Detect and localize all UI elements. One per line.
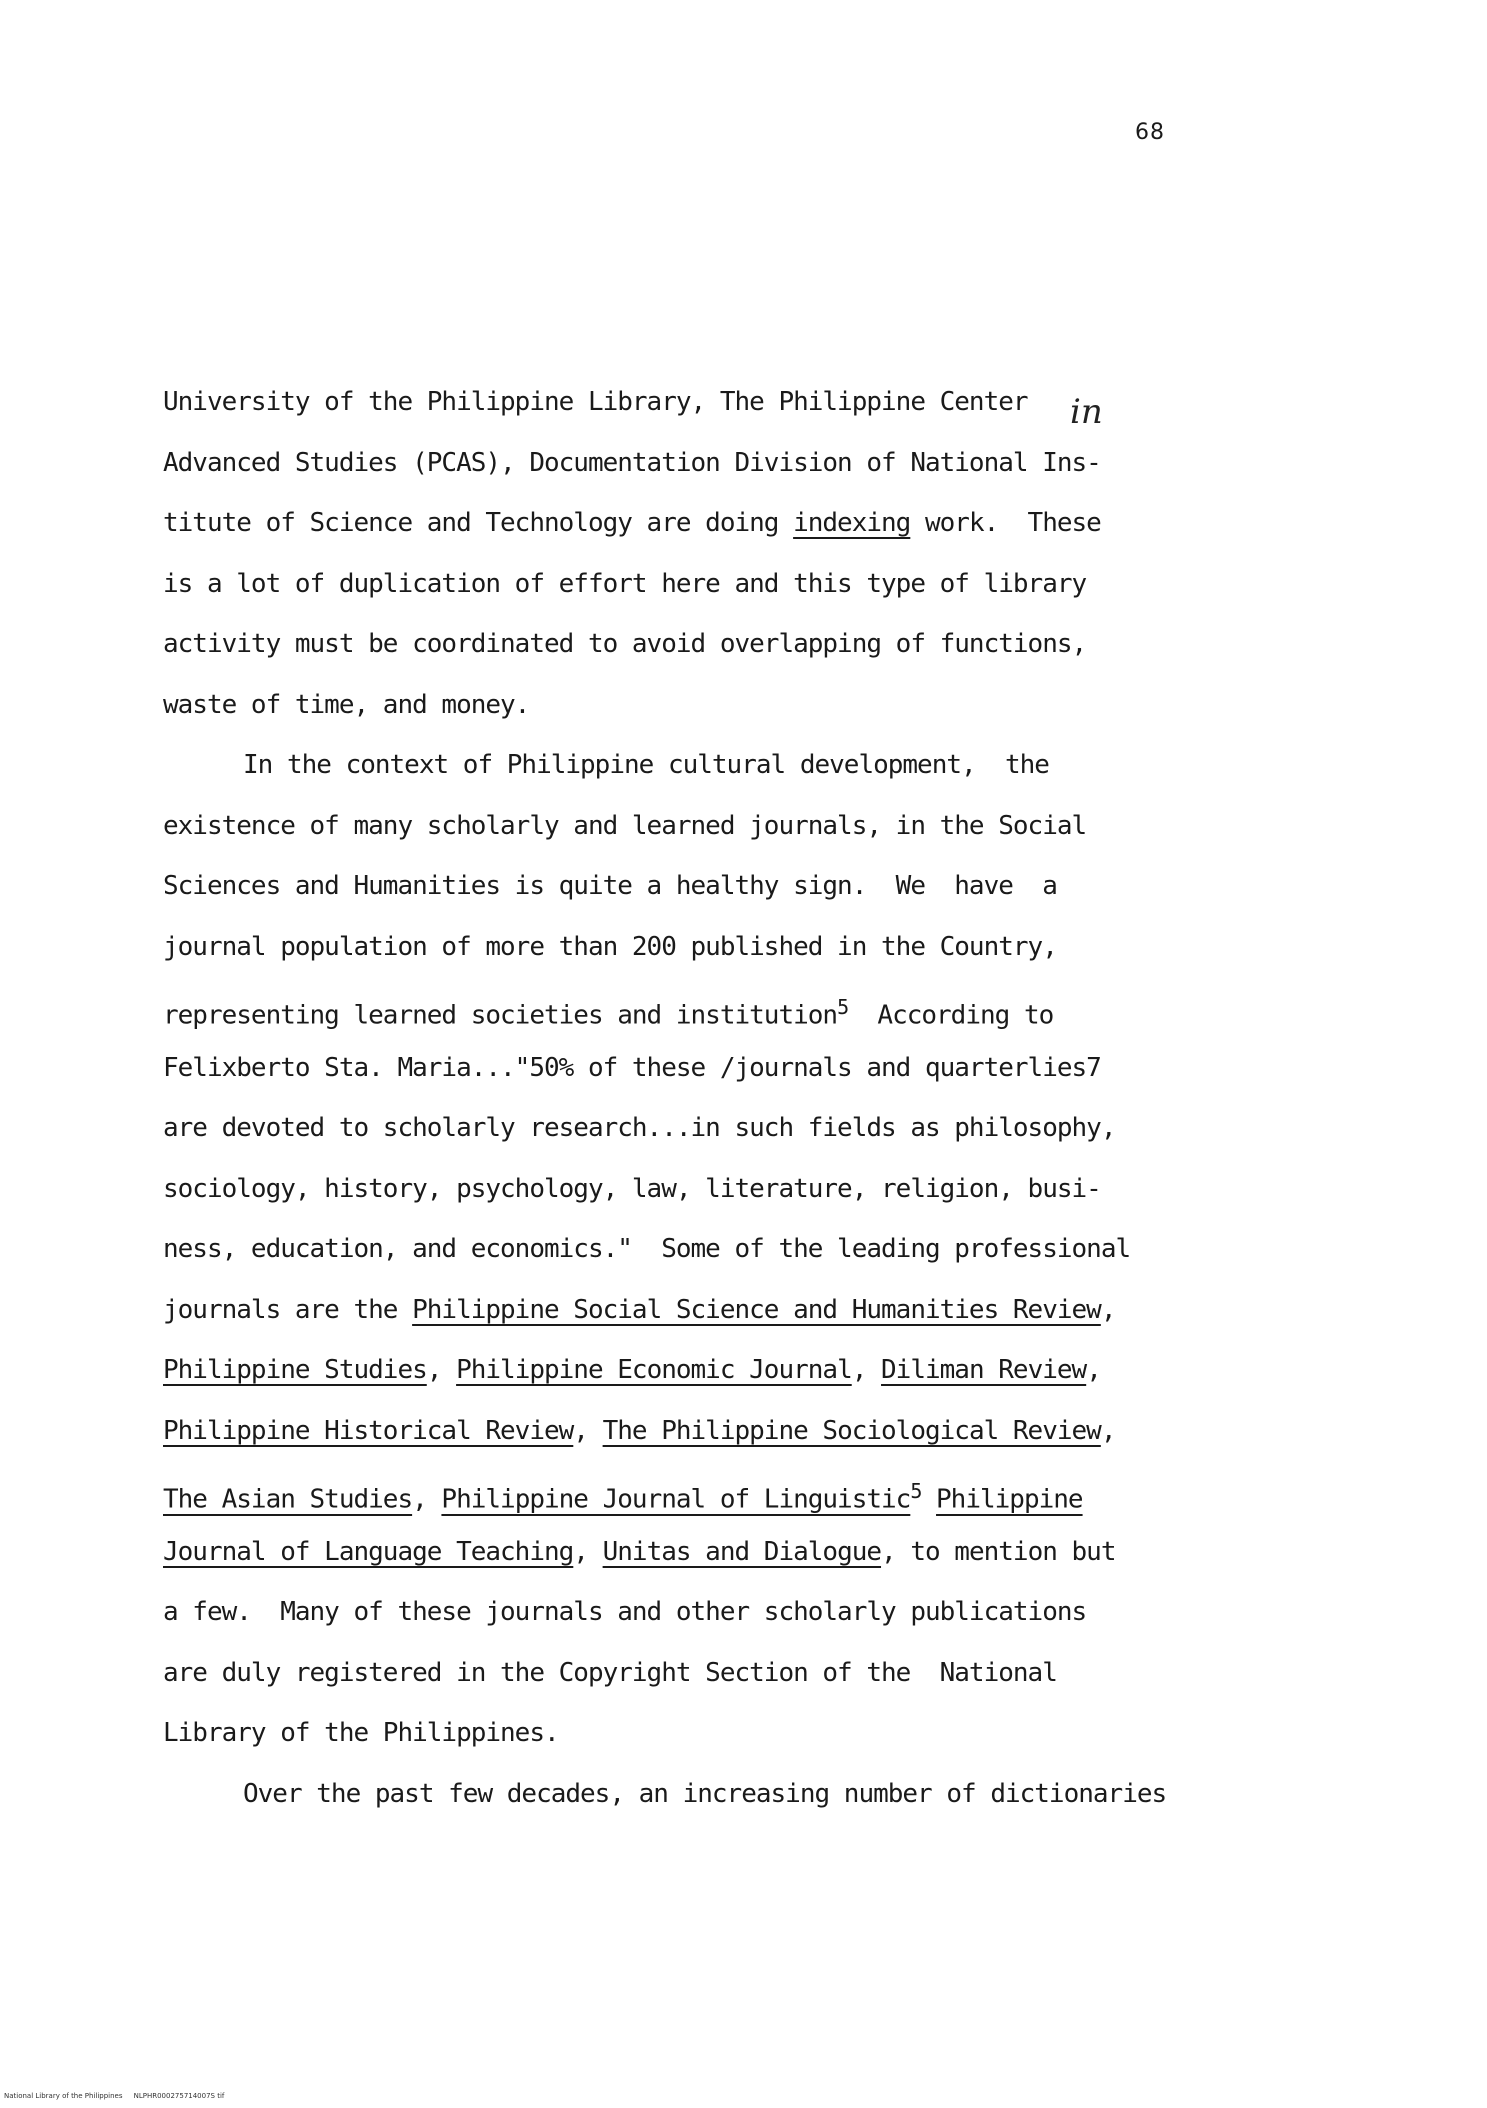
- text-line: [163, 1051, 1101, 1085]
- text-line: [163, 1353, 1101, 1387]
- text-run: Felixberto Sta. Maria..."50% of these /journals and quarterlies7: [163, 1052, 1101, 1083]
- text-line: [163, 1232, 1130, 1266]
- text-line: [163, 1111, 1115, 1145]
- text-run: sociology, history, psychology, law, literature, religion, busi-: [163, 1173, 1101, 1204]
- text-run: waste of time, and money.: [163, 689, 530, 720]
- text-run: [921, 1485, 936, 1515]
- text-run: ness, education, and economics." Some of the leading professional: [163, 1234, 1131, 1264]
- text-line: [163, 1293, 1115, 1327]
- journal-title: Philippine Economic Journal: [456, 1355, 852, 1385]
- journal-title: Philippine Studies: [163, 1355, 427, 1385]
- journal-title: The Asian Studies: [163, 1484, 413, 1515]
- text-run: ,: [1086, 1355, 1101, 1385]
- journal-title: Diliman Review: [881, 1355, 1087, 1385]
- text-line: [163, 627, 1086, 661]
- text-run: is a lot of duplication of effort here and this type of library: [163, 568, 1087, 599]
- journal-title: Unitas and Dialogue: [602, 1536, 882, 1567]
- text-line: [163, 688, 529, 722]
- text-line: [163, 1535, 1115, 1569]
- text-line: [163, 869, 1057, 903]
- text-run: ,: [1100, 1415, 1116, 1446]
- journal-title: Philippine Journal of Linguistic: [441, 1484, 911, 1515]
- text-run: are devoted to scholarly research...in such fields as philosophy,: [163, 1113, 1116, 1143]
- journal-title: Philippine Historical Review: [163, 1415, 574, 1446]
- text-line: [163, 1656, 1057, 1690]
- journal-title: Philippine Social Science and Humanities Review: [412, 1294, 1101, 1325]
- text-line: [243, 748, 1049, 782]
- text-line: [163, 809, 1086, 843]
- text-run: journals are the: [163, 1294, 413, 1325]
- text-run: According to: [848, 1000, 1054, 1031]
- text-run: ,: [412, 1484, 442, 1515]
- text-run: ,: [426, 1355, 457, 1385]
- text-line: [163, 1595, 1086, 1629]
- text-line: [163, 446, 1101, 480]
- footer-caption: National Library of the Philippines NLPHR000275714007S tif: [4, 2092, 225, 2100]
- journal-title: Philippine: [936, 1484, 1083, 1515]
- text-line: [243, 1777, 1166, 1811]
- text-run: ,: [851, 1355, 882, 1385]
- text-run: work. These: [910, 508, 1101, 538]
- text-line: [163, 385, 1042, 419]
- text-run: Sciences and Humanities is quite a healthy sign. We have a: [163, 871, 1057, 901]
- journal-title: indexing: [793, 508, 911, 538]
- text-run: existence of many scholarly and learned journals, in the Social: [163, 810, 1087, 841]
- text-line: [163, 567, 1086, 601]
- text-run: In the context of Philippine cultural development, the: [243, 750, 1049, 780]
- text-run: Library of the Philippines.: [163, 1718, 559, 1748]
- text-line: [163, 930, 1057, 964]
- journal-title: Journal of Language Teaching: [163, 1536, 574, 1567]
- text-run: , to mention but: [881, 1536, 1116, 1567]
- text-line: [163, 1172, 1101, 1206]
- journal-title: The Philippine Sociological Review: [602, 1415, 1101, 1446]
- handwritten-correction-in: in: [1070, 392, 1103, 432]
- text-line: [163, 1474, 1083, 1517]
- text-run: titute of Science and Technology are doing: [163, 508, 794, 538]
- text-run: journal population of more than 200 published in the Country,: [163, 931, 1057, 962]
- text-line: [163, 1716, 559, 1750]
- text-run: Advanced Studies (PCAS), Documentation Division of National Ins-: [163, 447, 1101, 478]
- text-run: ,: [1100, 1294, 1116, 1325]
- text-run: are duly registered in the Copyright Section of the National: [163, 1657, 1057, 1688]
- page-number: 68: [1135, 120, 1165, 145]
- text-run: activity must be coordinated to avoid overlapping of functions,: [163, 629, 1087, 659]
- text-run: ,: [573, 1536, 603, 1567]
- text-line: [163, 1414, 1115, 1448]
- text-line: [163, 506, 1101, 540]
- text-run: representing learned societies and institution: [163, 1000, 838, 1031]
- text-run: University of the Philippine Library, The Philippine Center: [163, 387, 1043, 417]
- text-line: [163, 990, 1053, 1033]
- text-run: ,: [573, 1415, 603, 1446]
- text-run: a few. Many of these journals and other scholarly publications: [163, 1597, 1087, 1627]
- text-run: Over the past few decades, an increasing number of dictionaries: [243, 1778, 1167, 1809]
- footnote-marker: 5: [910, 1479, 922, 1503]
- footnote-marker: 5: [837, 995, 849, 1019]
